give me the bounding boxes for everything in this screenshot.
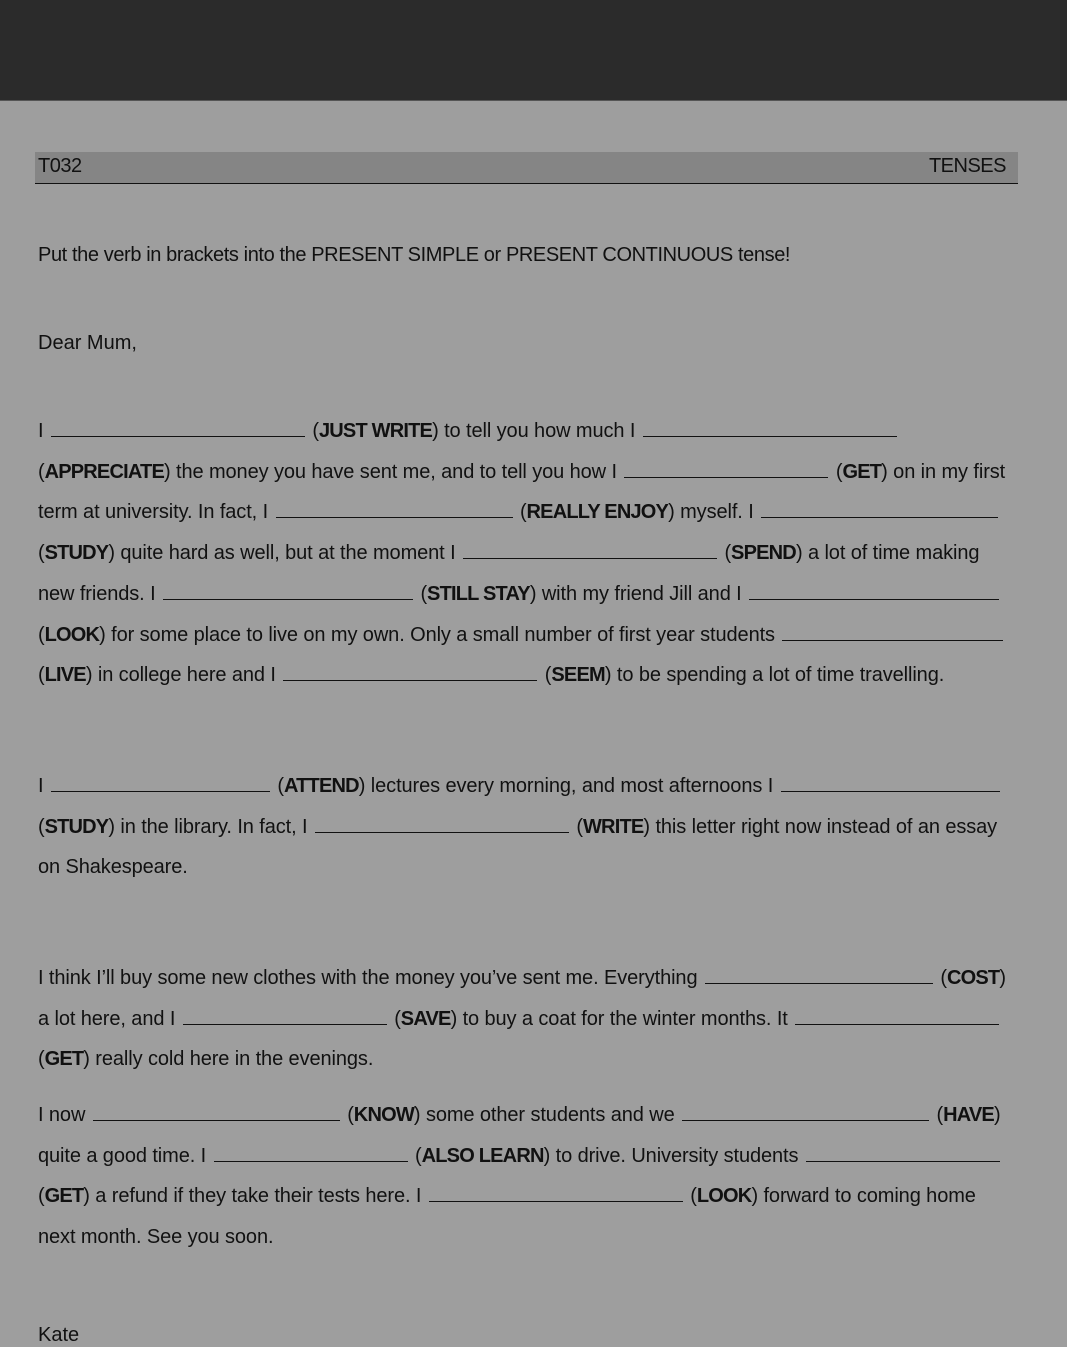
answer-blank[interactable] <box>276 516 513 518</box>
verb-prompt: STILL STAY <box>427 582 530 605</box>
verb-prompt: SEEM <box>551 664 605 687</box>
letter-text: ) for some place to live on my own. Only a small number of first year students <box>99 623 781 646</box>
answer-blank[interactable] <box>624 476 828 478</box>
answer-blank[interactable] <box>782 639 1003 641</box>
answer-blank[interactable] <box>283 679 537 681</box>
answer-blank[interactable] <box>682 1119 929 1121</box>
letter-text: ) <box>999 967 1006 989</box>
answer-blank[interactable] <box>163 598 413 600</box>
letter-text: ) a lot of time making <box>795 542 980 565</box>
instruction-text: Put the verb in brackets into the PRESENT SIMPLE or PRESENT CONTINUOUS tense! <box>38 244 791 266</box>
letter-line <box>38 967 1006 990</box>
letter-text: ) forward to coming home <box>751 1185 976 1208</box>
letter-line <box>38 1226 273 1249</box>
verb-prompt: COST <box>946 967 1000 989</box>
worksheet-topic: TENSES <box>928 155 1006 177</box>
verb-prompt: REALLY ENJOY <box>526 501 669 524</box>
letter-text: ( <box>570 815 583 838</box>
letter-text: ( <box>271 775 284 797</box>
verb-prompt: GET <box>44 1185 84 1208</box>
verb-prompt: ATTEND <box>283 775 359 797</box>
answer-blank[interactable] <box>214 1160 408 1162</box>
letter-text: ( <box>409 1144 422 1167</box>
letter-text: ) some other students and we <box>413 1104 681 1126</box>
letter-text: ) this letter right now instead of an essay <box>643 815 998 838</box>
letter-text: ( <box>38 664 45 687</box>
letter-text: ( <box>934 967 947 989</box>
letter-text: ( <box>539 664 552 687</box>
verb-prompt: LOOK <box>44 623 100 646</box>
worksheet-header <box>35 152 1018 184</box>
verb-prompt: HAVE <box>943 1104 994 1126</box>
letter-text: ( <box>684 1185 697 1208</box>
letter-text: ) really cold here in the evenings. <box>83 1048 374 1071</box>
answer-blank[interactable] <box>51 435 305 437</box>
letter-text: ) to drive. University students <box>543 1144 804 1167</box>
letter-line <box>38 1008 1001 1031</box>
letter-line <box>38 542 979 565</box>
letter-text: ) a refund if they take their tests here. I <box>83 1185 427 1208</box>
letter-text: new friends. I <box>38 582 162 605</box>
letter-text: ( <box>415 582 428 605</box>
verb-prompt: LIVE <box>44 664 86 687</box>
letter-line <box>38 461 1005 484</box>
letter-text: ( <box>341 1104 354 1126</box>
letter-text: ) to be spending a lot of time travelling. <box>604 664 945 687</box>
letter-text: next month. See you soon. <box>38 1226 274 1249</box>
letter-text: ) lectures every morning, and most afternoons I <box>358 775 779 797</box>
answer-blank[interactable] <box>705 982 933 984</box>
letter-text: I <box>38 420 49 442</box>
letter-line <box>38 664 944 687</box>
worksheet-code: T032 <box>38 155 82 177</box>
letter-line <box>38 1104 1001 1127</box>
letter-text: ( <box>38 460 45 483</box>
letter-text: ( <box>38 623 45 646</box>
answer-blank[interactable] <box>781 790 1000 792</box>
letter-text: ( <box>38 815 45 838</box>
verb-prompt: GET <box>842 460 882 483</box>
letter-text: ) to buy a coat for the winter months. It <box>450 1007 794 1030</box>
letter-text: I now <box>38 1104 91 1126</box>
letter-signature: Kate <box>38 1324 80 1346</box>
answer-blank[interactable] <box>806 1160 1000 1162</box>
verb-prompt: GET <box>44 1048 84 1071</box>
letter-line <box>38 816 997 839</box>
letter-text: ) quite hard as well, but at the moment I <box>108 542 462 565</box>
letter-line <box>38 1048 373 1071</box>
letter-text: on Shakespeare. <box>38 856 188 879</box>
answer-blank[interactable] <box>183 1023 387 1025</box>
letter-line <box>38 420 899 443</box>
answer-blank[interactable] <box>643 435 897 437</box>
letter-line <box>38 1185 976 1208</box>
answer-blank[interactable] <box>93 1119 340 1121</box>
letter-text: ( <box>719 542 732 565</box>
letter-text: ( <box>38 1185 45 1208</box>
letter-text: term at university. In fact, I <box>38 501 274 524</box>
letter-text: ) myself. I <box>668 501 760 524</box>
letter-line <box>38 1145 1002 1168</box>
letter-text: ) in college here and I <box>85 664 282 687</box>
letter-line <box>38 856 188 879</box>
letter-text: ) on in my first <box>881 460 1006 483</box>
answer-blank[interactable] <box>429 1200 683 1202</box>
verb-prompt: SPEND <box>731 542 796 565</box>
verb-prompt: JUST WRITE <box>318 420 433 442</box>
letter-line <box>38 775 1002 798</box>
letter-text: I <box>38 775 49 797</box>
letter-line <box>38 583 1001 606</box>
answer-blank[interactable] <box>315 831 569 833</box>
verb-prompt: KNOW <box>353 1104 414 1126</box>
verb-prompt: WRITE <box>582 815 644 838</box>
letter-text: ( <box>388 1007 401 1030</box>
letter-text: ) with my friend Jill and I <box>529 582 748 605</box>
answer-blank[interactable] <box>749 598 999 600</box>
top-toolbar <box>0 0 1067 101</box>
verb-prompt: ALSO LEARN <box>421 1144 544 1167</box>
letter-greeting: Dear Mum, <box>38 332 137 354</box>
letter-text: ( <box>306 420 319 442</box>
letter-text: ) the money you have sent me, and to tell you how I <box>164 460 623 483</box>
letter-text: quite a good time. I <box>38 1144 212 1167</box>
answer-blank[interactable] <box>795 1023 999 1025</box>
verb-prompt: APPRECIATE <box>44 460 164 483</box>
letter-line <box>38 624 1005 647</box>
letter-text: ) to tell you how much I <box>432 420 641 442</box>
letter-text: ( <box>931 1104 944 1126</box>
letter-text: ) <box>993 1104 1001 1126</box>
verb-prompt: SAVE <box>400 1007 451 1030</box>
letter-text: ( <box>830 460 843 483</box>
letter-text: ( <box>38 1048 45 1071</box>
answer-blank[interactable] <box>761 516 998 518</box>
letter-text: ( <box>38 542 45 565</box>
verb-prompt: LOOK <box>696 1185 752 1208</box>
letter-text: ) in the library. In fact, I <box>108 815 313 838</box>
verb-prompt: STUDY <box>44 542 109 565</box>
letter-text: I think I’ll buy some new clothes with the money you’ve sent me. Everything <box>38 967 703 989</box>
letter-text: ( <box>514 501 527 524</box>
answer-blank[interactable] <box>51 790 270 792</box>
verb-prompt: STUDY <box>44 815 109 838</box>
letter-line <box>38 501 1000 524</box>
letter-text: a lot here, and I <box>38 1007 181 1030</box>
answer-blank[interactable] <box>463 557 717 559</box>
